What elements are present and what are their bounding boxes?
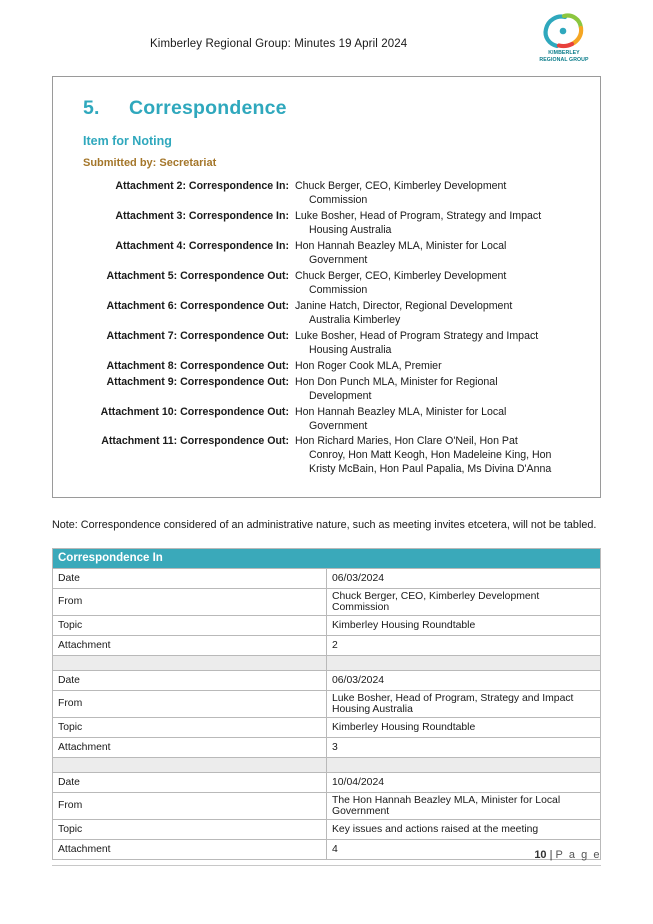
table-row [53,588,601,615]
attachment-value [295,210,580,238]
section-number: 5. [83,97,100,119]
row-key-date: Date [53,772,327,792]
attachment-value-line1: Hon Hannah Beazley MLA, Minister for Local [295,239,507,252]
attachment-value-line1: Luke Bosher, Head of Program Strategy and Impact [295,329,539,342]
spacer-cell-left [53,655,327,670]
attachment-label: Attachment 2: Correspondence In: [115,180,289,192]
row-value-attachment: 3 [327,737,601,757]
attachment-label: Attachment 9: Correspondence Out: [106,375,289,388]
attachment-value-line1: Chuck Berger, CEO, Kimberley Development [295,269,507,282]
spacer-cell-left [53,757,327,772]
logo-text-line2: REGIONAL GROUP [539,56,589,63]
attachment-row [83,270,580,298]
footer-page-number: 10 [534,849,547,861]
attachment-label: Attachment 11: Correspondence Out: [101,435,289,448]
attachment-value [295,270,580,298]
attachment-row [83,360,580,374]
attachment-label: Attachment 3: Correspondence In: [115,209,289,222]
attachment-value-line1: Hon Roger Cook MLA, Premier [295,359,442,372]
row-value-date: 06/03/2024 [327,568,601,588]
attachment-value-line2: Government [309,419,368,432]
attachment-value-line2: Government [309,253,368,266]
table-row [53,670,601,690]
table-header-row [53,548,601,568]
page-header [52,0,601,72]
section-title: Correspondence [129,97,287,119]
attachment-value-line2: Housing Australia [309,343,392,356]
row-key-attachment: Attachment [53,839,327,859]
row-value-date: 10/04/2024 [327,772,601,792]
table-row [53,737,601,757]
attachment-value-line2: Housing Australia [309,223,392,236]
row-value-from: Chuck Berger, CEO, Kimberley Development Commission [327,588,601,615]
row-key-date: Date [53,670,327,690]
section-heading [83,97,580,120]
row-value-attachment: 2 [327,635,601,655]
attachment-value [295,406,580,434]
table-row [53,772,601,792]
attachment-value [295,360,580,374]
attachment-value-line1: Hon Richard Maries, Hon Clare O'Neil, Hon Pat [295,435,518,448]
table-row [53,792,601,819]
table-title: Correspondence In [53,548,601,568]
footer-divider [52,865,601,866]
row-value-attachment: 4 [327,839,601,859]
attachment-value [295,330,580,358]
attachment-label: Attachment 4: Correspondence In: [115,239,289,252]
row-key-from: From [53,792,327,819]
table-row [53,819,601,839]
attachment-row [83,435,580,477]
attachment-value [295,376,580,404]
attachment-value-line2: Development [309,389,372,402]
note-text: Note: Correspondence considered of an administrative nature, such as meeting invites etcetera, will not be tabled. [52,519,597,532]
attachment-value-line1: Chuck Berger, CEO, Kimberley Development [295,180,507,192]
attachment-row [83,300,580,328]
attachment-value-line2: Commission [309,193,368,206]
attachment-row [83,210,580,238]
attachment-label: Attachment 7: Correspondence Out: [106,329,289,342]
table-row [53,615,601,635]
row-value-topic: Kimberley Housing Roundtable [327,615,601,635]
table-row [53,635,601,655]
row-key-attachment: Attachment [53,737,327,757]
logo-text-line1: KIMBERLEY [548,50,580,56]
attachment-row [83,406,580,434]
attachment-value-line2: Australia Kimberley [309,313,401,326]
table-spacer-row [53,757,601,772]
spacer-cell-right [327,655,601,670]
attachment-value-line3: Kristy McBain, Hon Paul Papalia, Ms Divina D'Anna [309,463,552,476]
item-for-noting-label: Item for Noting [83,134,172,148]
table-row [53,690,601,717]
row-value-topic: Key issues and actions raised at the meeting [327,819,601,839]
spacer-cell-right [327,757,601,772]
attachment-row [83,180,580,208]
row-value-from: Luke Bosher, Head of Program, Strategy and Impact Housing Australia [327,690,601,717]
attachment-row [83,376,580,404]
attachment-value-line2: Commission [309,283,368,296]
row-key-topic: Topic [53,819,327,839]
table-spacer-row [53,655,601,670]
correspondence-section-box [52,76,601,498]
attachment-value-line1: Hon Hannah Beazley MLA, Minister for Local [295,405,507,418]
row-key-date: Date [53,568,327,588]
row-value-date: 06/03/2024 [327,670,601,690]
page-footer [52,849,601,866]
attachment-value-line1: Janine Hatch, Director, Regional Development [295,299,513,312]
attachment-value [295,300,580,328]
attachment-label: Attachment 6: Correspondence Out: [106,299,289,312]
attachment-label: Attachment 8: Correspondence Out: [106,359,289,372]
attachment-row [83,240,580,268]
row-key-topic: Topic [53,615,327,635]
row-key-attachment: Attachment [53,635,327,655]
footer-page-indicator [52,849,601,861]
footer-separator: | [549,849,553,861]
correspondence-in-table [52,548,601,860]
attachment-label: Attachment 10: Correspondence Out: [100,405,289,418]
footer-page-word: P a g e [555,849,601,861]
attachment-value [295,435,580,477]
header-title: Kimberley Regional Group: Minutes 19 April 2024 [150,38,408,50]
attachment-value-line1: Hon Don Punch MLA, Minister for Regional [295,375,498,388]
attachment-value-line1: Luke Bosher, Head of Program, Strategy and Impact [295,209,542,222]
submitted-by-label: Submitted by: Secretariat [83,157,217,169]
table-row [53,568,601,588]
attachment-label: Attachment 5: Correspondence Out: [106,269,289,282]
row-value-from: The Hon Hannah Beazley MLA, Minister for Local Government [327,792,601,819]
logo-text [527,50,601,63]
attachment-value-line2: Conroy, Hon Matt Keogh, Hon Madeleine King, Hon [309,449,552,462]
row-key-topic: Topic [53,717,327,737]
row-key-from: From [53,588,327,615]
attachment-row [83,330,580,358]
row-value-topic: Kimberley Housing Roundtable [327,717,601,737]
table-row [53,717,601,737]
attachment-list [83,180,580,477]
row-key-from: From [53,690,327,717]
attachment-value [295,240,580,268]
attachment-value [295,180,580,208]
kimberley-regional-group-logo [527,10,601,68]
